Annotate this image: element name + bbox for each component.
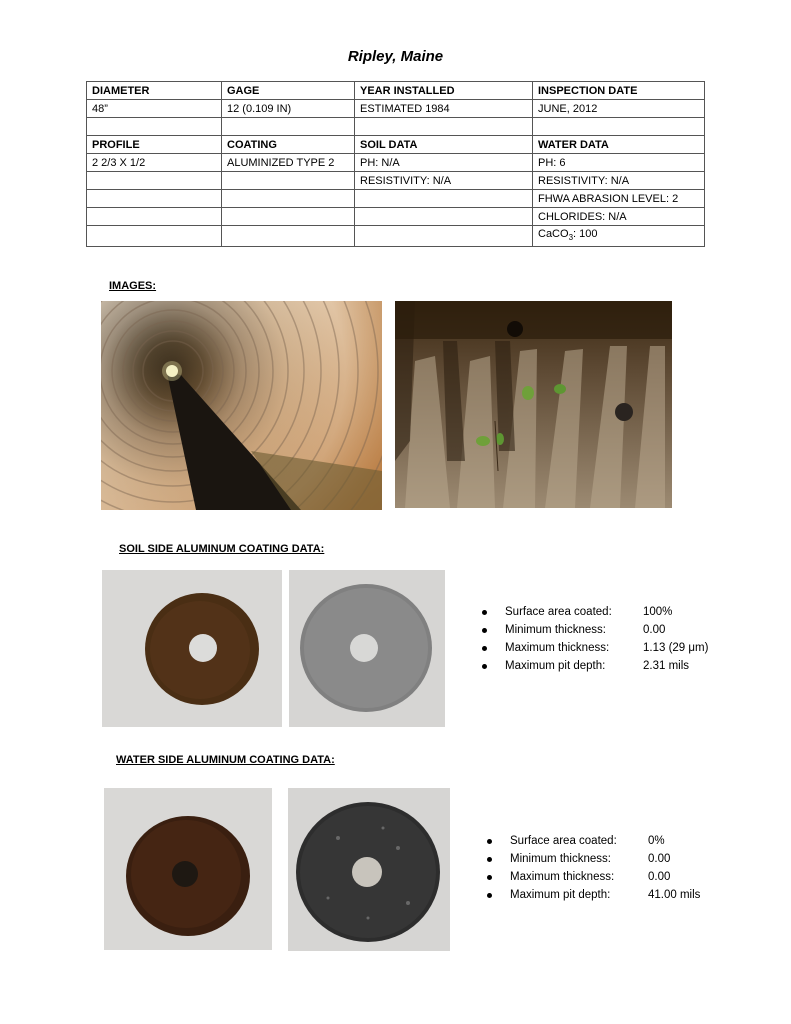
header-gage: GAGE: [222, 82, 355, 100]
empty-cell: [355, 118, 533, 136]
corroded-corrugation-photo: [395, 301, 672, 508]
stat-label: Maximum thickness:: [510, 871, 615, 883]
water-ph: PH: 6: [533, 154, 705, 172]
caco3-subscript: 3: [568, 233, 574, 243]
bullet-icon: [482, 646, 487, 651]
table-row: [87, 172, 705, 190]
bullet-icon: [482, 610, 487, 615]
water-abrasion-level: FHWA ABRASION LEVEL: 2: [533, 190, 705, 208]
empty-cell: [222, 118, 355, 136]
soil-side-coupon-front-photo: [102, 570, 282, 727]
stat-row: [487, 886, 700, 904]
bullet-icon: [482, 628, 487, 633]
bullet-icon: [487, 839, 492, 844]
stat-value: 0.00: [648, 853, 671, 865]
water-side-heading: WATER SIDE ALUMINUM COATING DATA:: [116, 754, 335, 766]
water-side-coupon-back-photo: [288, 788, 450, 951]
inspection-date-value: JUNE, 2012: [533, 100, 705, 118]
coating-value: ALUMINIZED TYPE 2: [222, 154, 355, 172]
inspection-info-table: [86, 81, 705, 247]
caco3-value: : 100: [573, 228, 598, 240]
empty-cell: [87, 118, 222, 136]
stat-label: Maximum thickness:: [505, 642, 610, 654]
year-installed-value: ESTIMATED 1984: [355, 100, 533, 118]
header-inspection-date: INSPECTION DATE: [533, 82, 705, 100]
bullet-icon: [487, 875, 492, 880]
header-coating: COATING: [222, 136, 355, 154]
empty-cell: [87, 190, 222, 208]
stat-row: [487, 850, 700, 868]
soil-side-stats: [482, 603, 708, 675]
water-side-coupon-front-photo: [104, 788, 272, 950]
stat-label: Surface area coated:: [505, 606, 612, 618]
table-row: [87, 100, 705, 118]
empty-cell: [87, 208, 222, 226]
stat-row: [482, 603, 708, 621]
empty-cell: [222, 208, 355, 226]
culvert-interior-photo: [101, 301, 382, 510]
table-row: [87, 190, 705, 208]
stat-row: [487, 868, 700, 886]
soil-side-heading: SOIL SIDE ALUMINUM COATING DATA:: [119, 543, 325, 555]
empty-cell: [222, 172, 355, 190]
table-row: [87, 82, 705, 100]
profile-value: 2 2/3 X 1/2: [87, 154, 222, 172]
stat-row: [487, 832, 700, 850]
empty-cell: [87, 226, 222, 247]
stat-label: Maximum pit depth:: [510, 889, 611, 901]
stat-value: 2.31 mils: [643, 660, 690, 672]
water-chlorides: CHLORIDES: N/A: [533, 208, 705, 226]
diameter-value: 48”: [87, 100, 222, 118]
stat-label: Minimum thickness:: [505, 624, 606, 636]
stat-row: [482, 639, 708, 657]
images-heading: IMAGES:: [109, 280, 157, 292]
empty-cell: [87, 172, 222, 190]
caco3-label: CaCO: [538, 228, 569, 240]
stat-label: Surface area coated:: [510, 835, 617, 847]
water-side-stats: [487, 832, 700, 904]
soil-ph: PH: N/A: [355, 154, 533, 172]
page-title: Ripley, Maine: [347, 48, 444, 65]
header-year-installed: YEAR INSTALLED: [355, 82, 533, 100]
stat-value: 1.13 (29 μm): [643, 642, 709, 654]
empty-cell: [355, 190, 533, 208]
empty-cell: [355, 208, 533, 226]
empty-cell: [222, 190, 355, 208]
stat-label: Maximum pit depth:: [505, 660, 606, 672]
bullet-icon: [482, 664, 487, 669]
stat-value: 41.00 mils: [648, 889, 701, 901]
soil-resistivity: RESISTIVITY: N/A: [355, 172, 533, 190]
table-row: [87, 208, 705, 226]
table-row: [87, 154, 705, 172]
bullet-icon: [487, 893, 492, 898]
table-row: [87, 118, 705, 136]
empty-cell: [222, 226, 355, 247]
empty-cell: [533, 118, 705, 136]
stat-value: 100%: [643, 606, 673, 618]
stat-label: Minimum thickness:: [510, 853, 611, 865]
stat-value: 0.00: [643, 624, 666, 636]
empty-cell: [355, 226, 533, 247]
header-profile: PROFILE: [87, 136, 222, 154]
stat-row: [482, 621, 708, 639]
gage-value: 12 (0.109 IN): [222, 100, 355, 118]
stat-value: 0.00: [648, 871, 671, 883]
stat-value: 0%: [648, 835, 665, 847]
header-soil-data: SOIL DATA: [355, 136, 533, 154]
water-caco3: [533, 226, 705, 247]
soil-side-coupon-back-photo: [289, 570, 445, 727]
header-diameter: DIAMETER: [87, 82, 222, 100]
bullet-icon: [487, 857, 492, 862]
table-row: [87, 136, 705, 154]
stat-row: [482, 657, 708, 675]
water-resistivity: RESISTIVITY: N/A: [533, 172, 705, 190]
table-row: [87, 226, 705, 247]
header-water-data: WATER DATA: [533, 136, 705, 154]
